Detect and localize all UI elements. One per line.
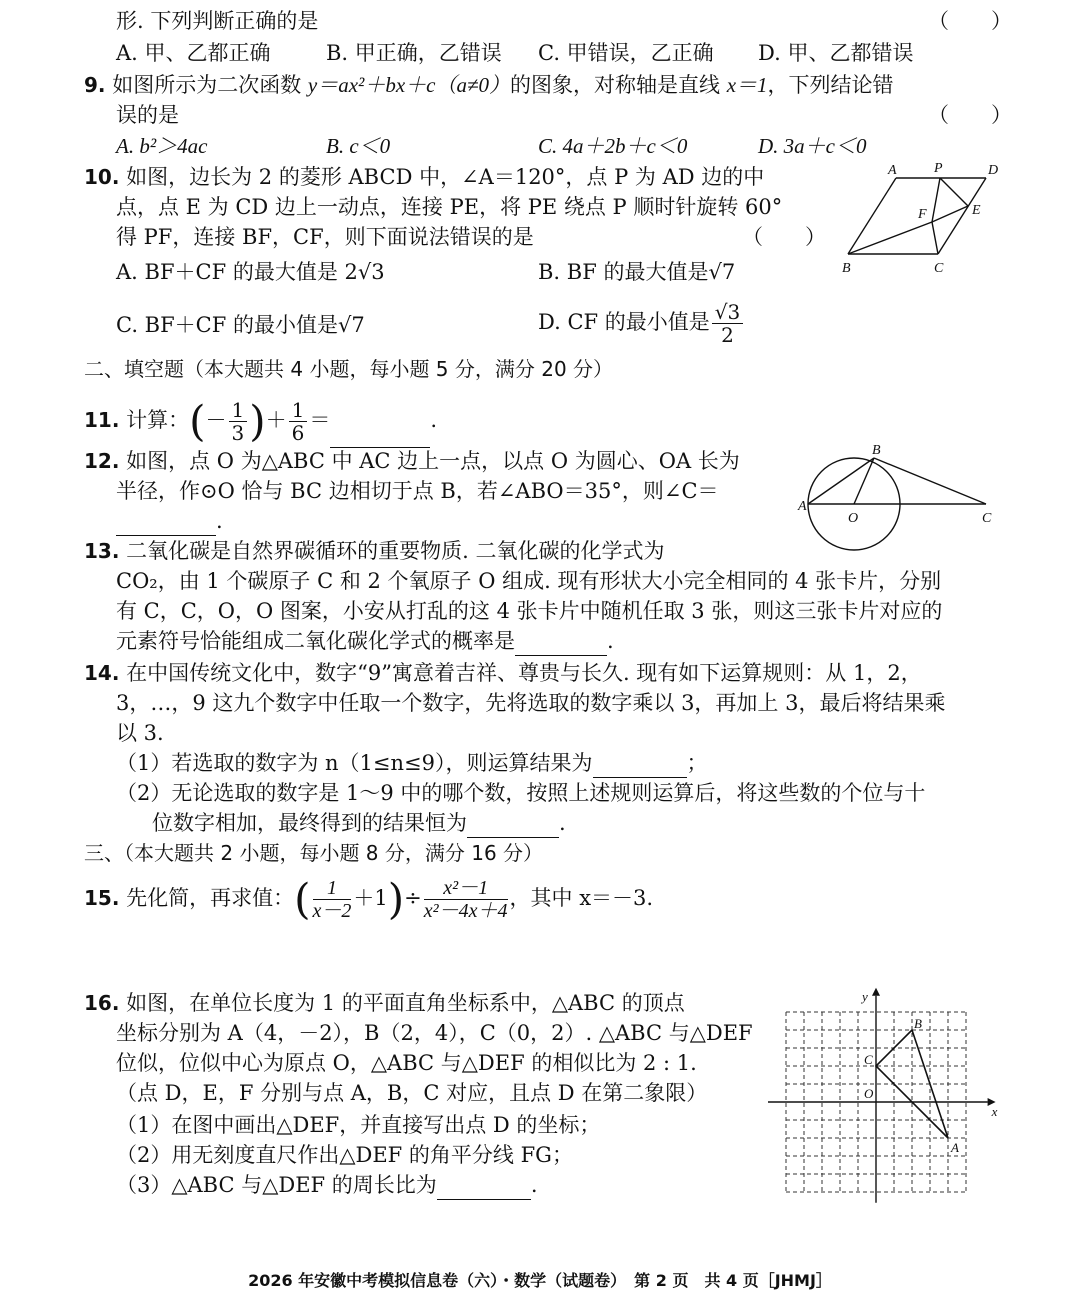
- fig12-label-b: B: [872, 443, 881, 458]
- q16-line1: 16. 如图，在单位长度为 1 的平面直角坐标系中，△ABC 的顶点: [84, 991, 685, 1015]
- q10-option-a: A. BF＋CF 的最大值是 2√3: [116, 260, 385, 284]
- fig12-seg-bc: [874, 458, 986, 504]
- q10-line2: 点，点 E 为 CD 边上一动点，连接 PE，将 PE 绕点 P 顺时针旋转 60°: [116, 195, 783, 219]
- q10-option-c: C. BF＋CF 的最小值是√7: [116, 313, 365, 337]
- q8-stem-tail: 形. 下列判断正确的是: [116, 9, 319, 33]
- fig12-label-a: A: [798, 499, 807, 514]
- q16-line2: 坐标分别为 A（4，－2），B（2，4），C（0，2）. △ABC 与△DEF: [116, 1021, 753, 1045]
- fig10-label-p: P: [934, 161, 943, 176]
- y-axis-arrow: [872, 988, 880, 996]
- q12-answer-blank: [116, 513, 216, 536]
- q16-part3-blank: [437, 1177, 531, 1200]
- q16-number: 16.: [84, 991, 120, 1015]
- q14-line2: 3，…，9 这九个数字中任取一个数字，先将选取的数字乘以 3，再加上 3，最后将结果乘: [116, 691, 946, 715]
- q12-line2: 半径，作⊙O 恰与 BC 边相切于点 B，若∠ABO＝35°，则∠C＝: [116, 479, 719, 503]
- q10-number: 10.: [84, 165, 120, 189]
- q11-line: 11. 计算：(－ $\frac{1}{3}$ )＋ $\frac{1}{6}$ ＝ .: [84, 392, 437, 448]
- q14-number: 14.: [84, 661, 120, 685]
- q14-part2-blank: [467, 815, 559, 838]
- q11-fraction-2: $\frac{1}{6}$: [289, 399, 308, 444]
- q11-answer-blank: [330, 425, 430, 448]
- fig16-label-o: O: [864, 1086, 874, 1101]
- fig16-label-b: B: [914, 1016, 922, 1031]
- fig12-label-c: C: [982, 511, 992, 526]
- q8-option-a: A. 甲、乙都正确: [116, 41, 271, 65]
- q14-part1: （1）若选取的数字为 n（1≤n≤9），则运算结果为 ；: [116, 748, 708, 778]
- q14-part1-blank: [593, 755, 687, 778]
- q9-option-a: A. b²＞4ac: [116, 134, 208, 158]
- q14-part2-line1: （2）无论选取的数字是 1～9 中的哪个数，按照上述规则运算后，将这些数的个位与十: [116, 781, 926, 805]
- q13-line4: 元素符号恰能组成二氧化碳化学式的概率是 .: [116, 626, 614, 656]
- fig16-label-a: A: [951, 1140, 959, 1155]
- q12-number: 12.: [84, 449, 120, 473]
- q8-option-c: C. 甲错误，乙正确: [538, 41, 714, 65]
- q13-answer-blank: [515, 633, 607, 656]
- q15-fraction-1: $\frac{1}{x-2}$: [312, 877, 352, 922]
- fig12-label-o: O: [848, 511, 859, 526]
- q10-answer-paren: （ ）: [742, 225, 826, 249]
- q9-option-b: B. c＜0: [326, 134, 391, 158]
- q16-line4: （点 D，E，F 分别与点 A，B，C 对应，且点 D 在第二象限）: [116, 1081, 708, 1105]
- q9-option-d: D. 3a＋c＜0: [758, 134, 867, 158]
- q9-option-c: C. 4a＋2b＋c＜0: [538, 134, 688, 158]
- q12-line3: .: [116, 506, 223, 536]
- fig16-label-x: x: [991, 1104, 998, 1119]
- fig10-label-f: F: [918, 207, 927, 222]
- q15-number: 15.: [84, 886, 120, 910]
- fig16-label-y: y: [862, 989, 868, 1005]
- q10-line3: 得 PF，连接 BF，CF，则下面说法错误的是: [116, 225, 534, 249]
- q16-part3: （3）△ABC 与△DEF 的周长比为 .: [116, 1170, 538, 1200]
- q13-line2: CO₂，由 1 个碳原子 C 和 2 个氧原子 O 组成. 现有形状大小完全相同的 4 张卡片，分别: [116, 569, 942, 593]
- fig10-label-b: B: [842, 261, 851, 276]
- fig10-label-e: E: [972, 203, 981, 218]
- q10-option-d-fraction: $\frac{√3}{2}$: [712, 301, 743, 346]
- fig10-label-c: C: [934, 261, 944, 276]
- q16-line3: 位似，位似中心为原点 O，△ABC 与△DEF 的相似比为 2 : 1.: [116, 1051, 697, 1075]
- q14-part2-line2: 位数字相加，最终得到的结果恒为 .: [152, 808, 566, 838]
- fig10-seg-pf: [932, 178, 940, 222]
- q16-coordinate-grid: [764, 988, 998, 1204]
- q13-line3: 有 C，C，O，O 图案，小安从打乱的这 4 张卡片中随机任取 3 张，则这三张卡片对应的: [116, 599, 943, 623]
- section-2-header: 二、填空题（本大题共 4 小题，每小题 5 分，满分 20 分）: [84, 357, 614, 381]
- q16-part1: （1）在图中画出△DEF，并直接写出点 D 的坐标；: [116, 1113, 601, 1137]
- q16-part2: （2）用无刻度直尺作出△DEF 的角平分线 FG；: [116, 1143, 573, 1167]
- fig16-label-c: C: [864, 1052, 873, 1067]
- q9-number: 9.: [84, 73, 106, 97]
- fig10-seg-cf: [932, 222, 938, 254]
- fig10-side-ab: [848, 178, 896, 254]
- q9-line1: 9. 如图所示为二次函数 y＝ax²＋bx＋c（a≠0）的图象，对称轴是直线 x＝1，下列结论错: [84, 73, 894, 97]
- q10-rhombus-figure: [836, 158, 1006, 278]
- q8-answer-paren: （ ）: [928, 9, 1012, 33]
- fig10-label-a: A: [888, 163, 897, 178]
- q9-answer-paren: （ ）: [928, 103, 1012, 127]
- q11-number: 11.: [84, 408, 120, 432]
- q8-option-b: B. 甲正确，乙错误: [326, 41, 502, 65]
- q9-line2: 误的是: [116, 103, 179, 127]
- page-footer: 2026 年安徽中考模拟信息卷（六）・数学（试题卷） 第 2 页 共 4 页［JHMJ］: [248, 1271, 832, 1290]
- q8-option-d: D. 甲、乙都错误: [758, 41, 914, 65]
- q10-option-d: D. CF 的最小值是 $\frac{√3}{2}$: [538, 296, 745, 348]
- q12-line1: 12. 如图，点 O 为△ABC 中 AC 边上一点，以点 O 为圆心、OA 长为: [84, 449, 740, 473]
- q13-number: 13.: [84, 539, 120, 563]
- q10-line1: 10. 如图，边长为 2 的菱形 ABCD 中，∠A＝120°，点 P 为 AD 边的中: [84, 165, 765, 189]
- q14-line3: 以 3.: [116, 721, 164, 745]
- q15-fraction-2: $\frac{\text{x²－1}}{\text{x²－4x＋4}}$: [423, 877, 508, 922]
- q15-line: 15. 先化简，再求值：( $\frac{1}{x-2}$ ＋1)÷ $\frac{\text{x²－1}}{\text{x²－4x＋4}}$ ，其中 x＝－3.: [84, 874, 654, 924]
- fig10-label-d: D: [988, 163, 999, 178]
- fig10-seg-bf: [848, 222, 932, 254]
- q14-line1: 14. 在中国传统文化中，数字“9”寓意着吉祥、尊贵与长久. 现有如下运算规则：从 1，2，: [84, 661, 922, 685]
- fig10-seg-pe: [940, 178, 968, 206]
- q11-fraction-1: $\frac{1}{3}$: [229, 399, 248, 444]
- q13-line1: 13. 二氧化碳是自然界碳循环的重要物质. 二氧化碳的化学式为: [84, 539, 665, 563]
- q12-circle-figure: [796, 442, 1002, 554]
- section-3-header: 三、（本大题共 2 小题，每小题 8 分，满分 16 分）: [84, 841, 544, 865]
- q10-option-b: B. BF 的最大值是√7: [538, 260, 736, 284]
